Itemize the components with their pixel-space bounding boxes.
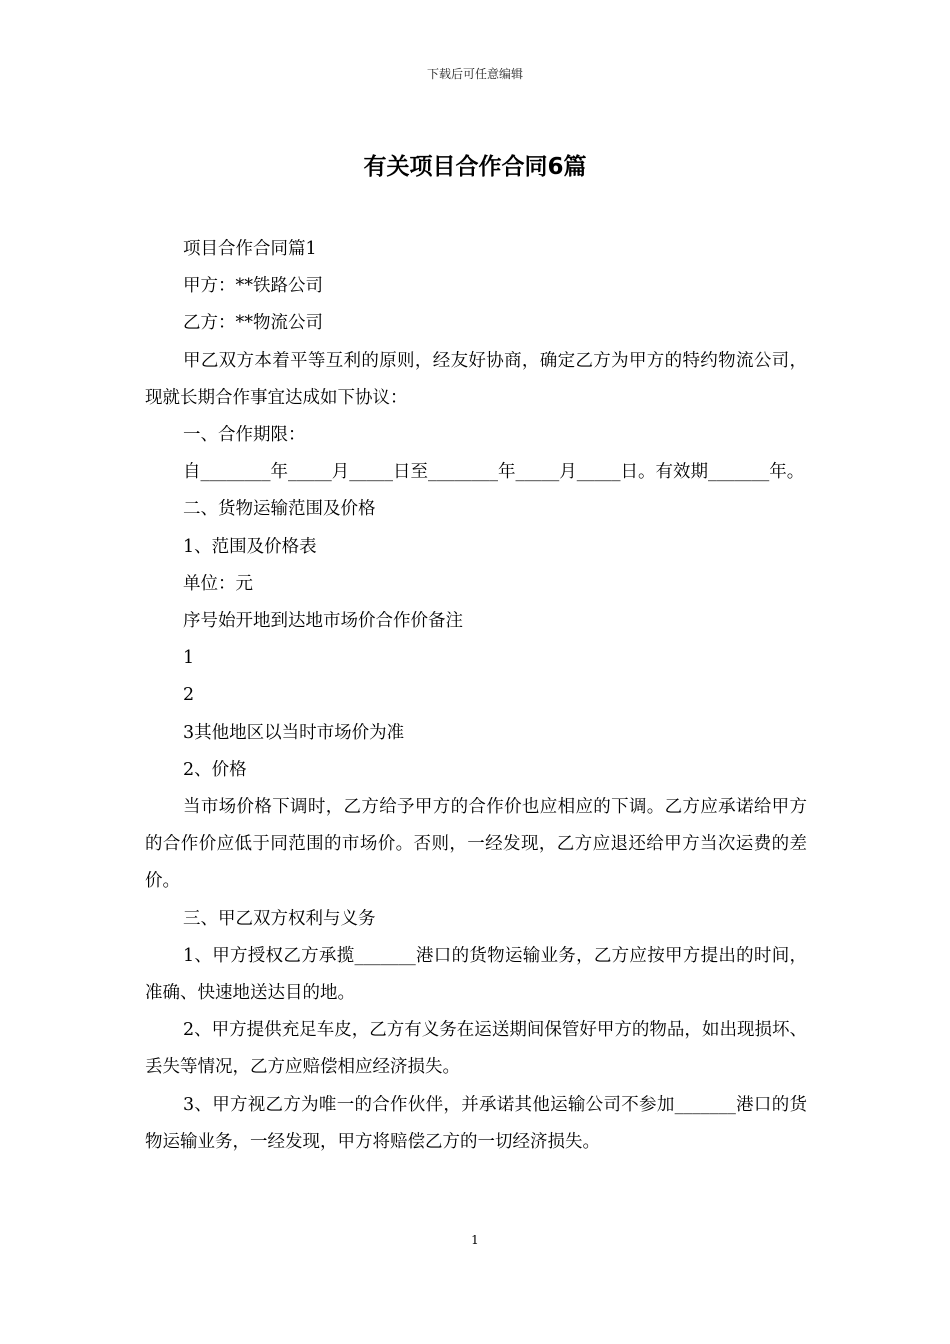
paragraph-party-b: 乙方：**物流公司 (183, 313, 323, 334)
paragraph-table-row: 3其他地区以当时市场价为准 (183, 722, 405, 743)
paragraph-rights-heading: 三、甲乙双方权利与义务 (183, 908, 376, 929)
paragraph-scope-heading: 二、货物运输范围及价格 (183, 499, 376, 520)
paragraph-preamble: 甲乙双方本着平等互利的原则，经友好协商，确定乙方为甲方的特约物流公司，现就长期合作事宜达成如下协议： (145, 350, 807, 408)
document-title: 有关项目合作合同6篇 (363, 154, 587, 180)
document-body (145, 231, 807, 1161)
page-header-note: 下载后可任意编辑 (426, 67, 523, 81)
paragraph-rights-clause-3: 3、甲方视乙方为唯一的合作伙伴，并承诺其他运输公司不参加_______港口的货物运输业务，一经发现，甲方将赔偿乙方的一切经济损失。 (145, 1094, 807, 1152)
paragraph-table-header: 序号始开地到达地市场价合作价备注 (183, 611, 463, 632)
paragraph-term-dates: 自________年_____月_____日至________年_____月_____日。有效期_______年。 (183, 462, 805, 483)
paragraph-table-row: 2 (183, 685, 195, 706)
paragraph-term-heading: 一、合作期限： (183, 425, 306, 446)
paragraph-table-row: 1 (183, 648, 195, 669)
paragraph-party-a: 甲方：**铁路公司 (183, 276, 323, 297)
paragraph-price-clause: 当市场价格下调时，乙方给予甲方的合作价也应相应的下调。乙方应承诺给甲方的合作价应低于同范围的市场价。否则，一经发现，乙方应退还给甲方当次运费的差价。 (145, 797, 807, 892)
paragraph-price-heading: 2、价格 (183, 759, 247, 780)
paragraph-rights-clause-2: 2、甲方提供充足车皮，乙方有义务在运送期间保管好甲方的物品，如出现损坏、丢失等情况，乙方应赔偿相应经济损失。 (145, 1020, 807, 1078)
paragraph-section-title: 项目合作合同篇1 (183, 239, 317, 259)
paragraph-rights-clause-1: 1、甲方授权乙方承揽_______港口的货物运输业务，乙方应按甲方提出的时间，准确、快速地送达目的地。 (145, 945, 807, 1004)
paragraph-unit: 单位：元 (183, 573, 253, 594)
paragraph-price-table-heading: 1、范围及价格表 (183, 536, 317, 557)
page-number: 1 (471, 1233, 479, 1247)
